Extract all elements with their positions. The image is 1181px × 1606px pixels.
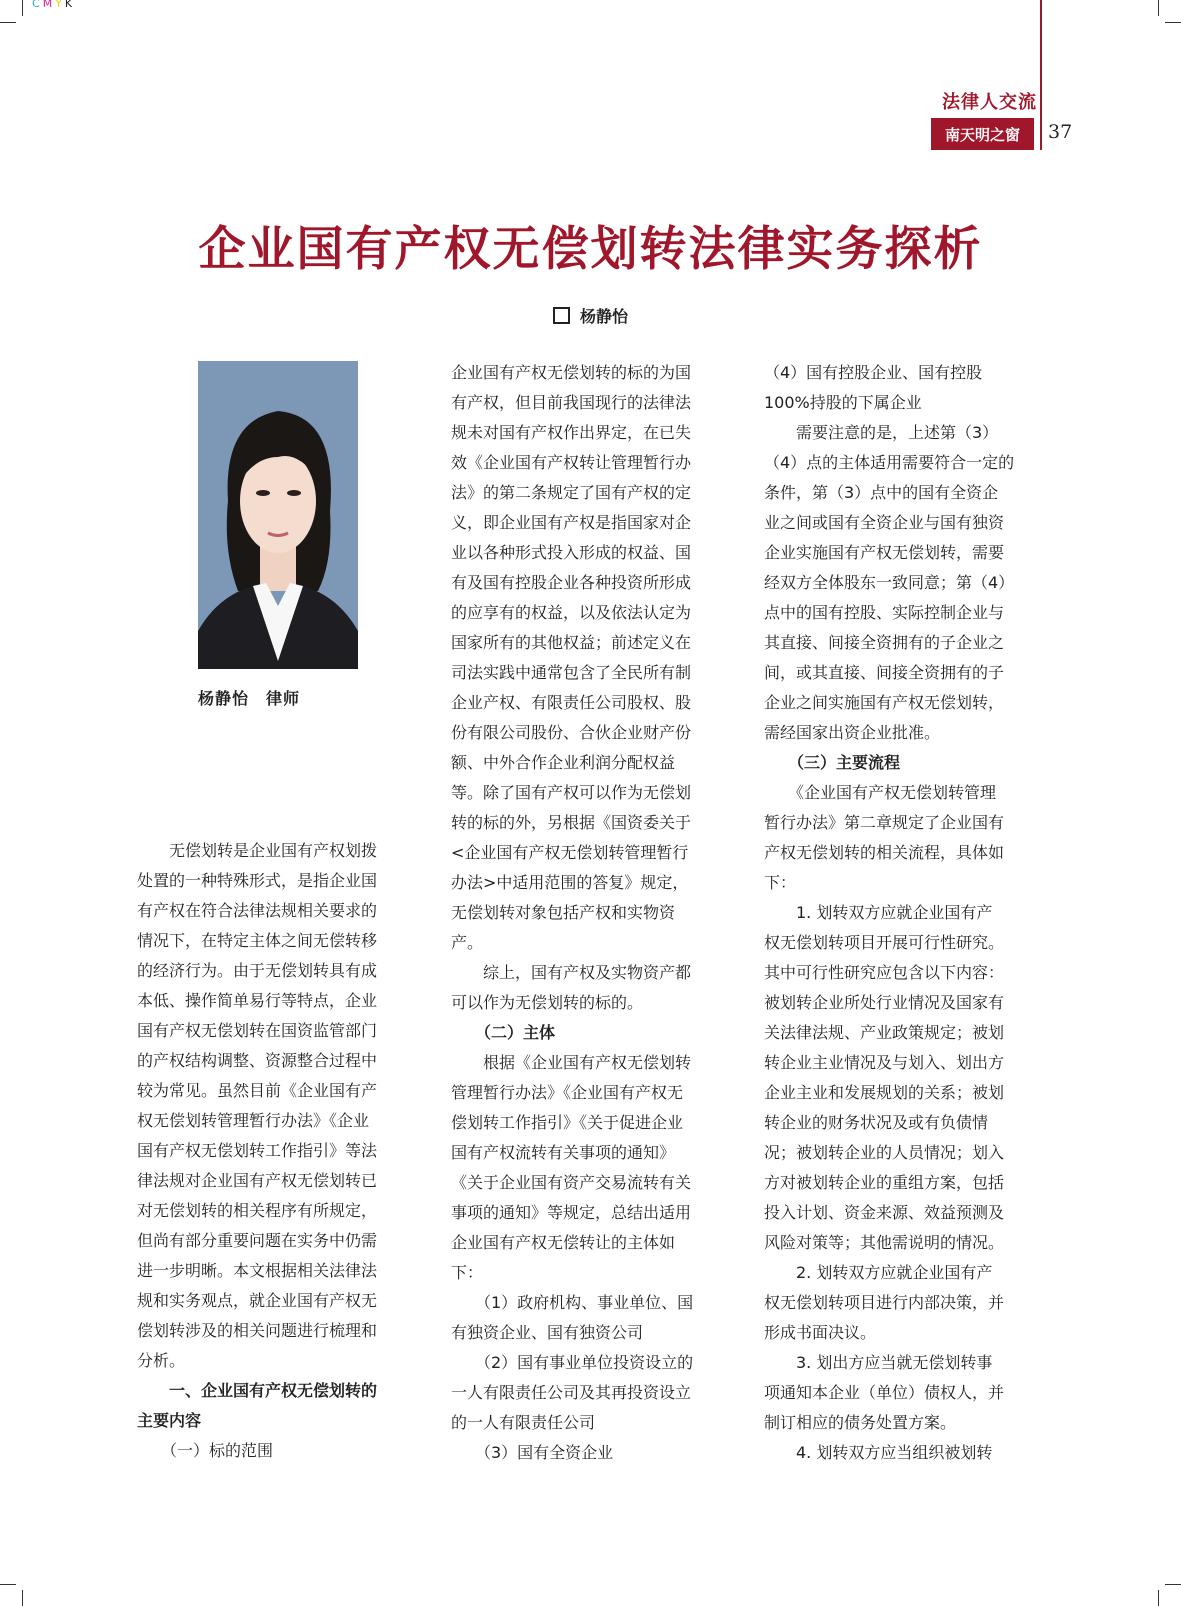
text-line: 国有产权无偿划转在国资监管部门 (137, 1021, 378, 1040)
portrait-illustration (198, 361, 358, 669)
text-line: 4. 划转双方应当组织被划转 (764, 1443, 993, 1462)
text-line: （4）点的主体适用需要符合一定的 (764, 453, 1015, 472)
text-line: 100%持股的下属企业 (764, 393, 922, 412)
text-line: 的一人有限责任公司 (451, 1413, 596, 1432)
text-line: 制订相应的债务处置方案。 (764, 1413, 957, 1432)
text-line: 偿划转工作指引》《关于促进企业 (451, 1113, 684, 1132)
text-line: 法》的第二条规定了国有产权的定 (451, 483, 692, 502)
text-line: 可以作为无偿划转的标的。 (451, 993, 644, 1012)
square-icon (553, 307, 570, 324)
author-photo (198, 361, 358, 669)
photo-caption: 杨静怡 律师 (198, 689, 301, 708)
text-line: 对无偿划转的相关程序有所规定， (137, 1201, 378, 1220)
text-line: 下： (451, 1263, 484, 1282)
text-line: （2）国有事业单位投资设立的 (451, 1353, 694, 1372)
text-line: 企业实施国有产权无偿划转，需要 (764, 543, 1005, 562)
text-line: 企业国有产权无偿转让的主体如 (451, 1233, 676, 1252)
text-line: 进一步明晰。本文根据相关法律法 (137, 1261, 378, 1280)
text-line: 规未对国有产权作出界定，在已失 (451, 423, 692, 442)
text-line: 综上，国有产权及实物资产都 (451, 963, 692, 982)
text-line: 本低、操作简单易行等特点，企业 (137, 991, 378, 1010)
crop-mark (22, 0, 23, 16)
text-line: 规和实务观点，就企业国有产权无 (137, 1291, 378, 1310)
text-line: 产。 (451, 933, 484, 952)
crop-mark (22, 1590, 23, 1606)
text-line: 效《企业国有产权转让管理暂行办 (451, 453, 692, 472)
text-line: （3）国有全资企业 (451, 1443, 614, 1462)
text-line: 产权无偿划转的相关流程，具体如 (764, 843, 1005, 862)
text-line: 其中可行性研究应包含以下内容： (764, 963, 1005, 982)
text-line: 权无偿划转项目开展可行性研究。 (764, 933, 1005, 952)
text-line: 律法规对企业国有产权无偿划转已 (137, 1171, 378, 1190)
text-line: 点中的国有控股、实际控制企业与 (764, 603, 1005, 622)
text-line: 一人有限责任公司及其再投资设立 (451, 1383, 692, 1402)
crop-mark (1158, 0, 1159, 16)
text-line: 况；被划转企业的人员情况；划入 (764, 1143, 1005, 1162)
text-line: 业之间或国有全资企业与国有独资 (764, 513, 1005, 532)
cmyk-m: M (42, 0, 56, 10)
text-line: 权无偿划转项目进行内部决策，并 (764, 1293, 1005, 1312)
text-line: 偿划转涉及的相关问题进行梳理和 (137, 1321, 378, 1340)
text-line: 无偿划转对象包括产权和实物资 (451, 903, 676, 922)
cmyk-k: K (64, 0, 76, 10)
crop-mark (1165, 22, 1181, 23)
crop-mark (0, 1584, 16, 1585)
crop-mark (0, 22, 16, 23)
text-line: 有产权在符合法律法规相关要求的 (137, 901, 378, 920)
text-line: 风险对策等；其他需说明的情况。 (764, 1233, 1005, 1252)
crop-mark (1158, 1590, 1159, 1606)
article-title: 企业国有产权无偿划转法律实务探析 (198, 222, 983, 277)
text-line: 间，或其直接、间接全资拥有的子 (764, 663, 1005, 682)
magazine-label: 南天明之窗 (931, 118, 1034, 150)
text-line: 业以各种形式投入形成的权益、国 (451, 543, 692, 562)
page-number: 37 (1048, 121, 1073, 143)
text-line: 其直接、间接全资拥有的子企业之 (764, 633, 1005, 652)
text-line: 企业国有产权无偿划转的标的为国 (451, 363, 692, 382)
cmyk-c: C (32, 0, 43, 10)
crop-mark (1165, 1584, 1181, 1585)
text-line: 企业产权、有限责任公司股权、股 (451, 693, 692, 712)
text-line: 有独资企业、国有独资公司 (451, 1323, 644, 1342)
text-line: （4）国有控股企业、国有控股 (764, 363, 983, 382)
text-line: 《企业国有产权无偿划转管理 (764, 783, 997, 802)
text-line: 经双方全体股东一致同意；第（4） (764, 573, 1015, 592)
text-line: 下： (764, 873, 797, 892)
author-name: 杨静怡 (579, 307, 628, 326)
text-line: 国有产权流转有关事项的通知》 (451, 1143, 676, 1162)
text-line: 项通知本企业（单位）债权人，并 (764, 1383, 1005, 1402)
text-line: 企业之间实施国有产权无偿划转， (764, 693, 1005, 712)
text-line: 有及国有控股企业各种投资所形成 (451, 573, 692, 592)
text-line: 国家所有的其他权益；前述定义在 (451, 633, 692, 652)
text-line: 的应享有的权益，以及依法认定为 (451, 603, 692, 622)
cmyk-y: Y (55, 0, 65, 10)
text-line: 情况下，在特定主体之间无偿转移 (137, 931, 378, 950)
author-line (0, 304, 1181, 327)
text-line: <企业国有产权无偿划转管理暂行 (451, 843, 689, 862)
text-line: 的经济行为。由于无偿划转具有成 (137, 961, 378, 980)
text-line: 需经国家出资企业批准。 (764, 723, 941, 742)
text-line: 无偿划转是企业国有产权划拨 (137, 841, 378, 860)
text-line: 额、中外合作企业利润分配权益 (451, 753, 676, 772)
text-line: 关法律法规、产业政策规定；被划 (764, 1023, 1005, 1042)
text-line: 3. 划出方应当就无偿划转事 (764, 1353, 993, 1372)
text-line: 义，即企业国有产权是指国家对企 (451, 513, 692, 532)
text-line: 企业主业和发展规划的关系；被划 (764, 1083, 1005, 1102)
text-line: 转企业的财务状况及或有负债情 (764, 1113, 989, 1132)
text-line: （三）主要流程 (764, 753, 901, 772)
text-line: 1. 划转双方应就企业国有产 (764, 903, 993, 922)
text-line: 《关于企业国有资产交易流转有关 (451, 1173, 692, 1192)
text-line: 有产权，但目前我国现行的法律法 (451, 393, 692, 412)
text-line: 司法实践中通常包含了全民所有制 (451, 663, 692, 682)
text-column-1 (137, 836, 413, 1466)
text-line: 方对被划转企业的重组方案，包括 (764, 1173, 1005, 1192)
text-column-3 (764, 358, 1040, 1468)
text-line: 主要内容 (137, 1411, 202, 1430)
cmyk-registration (32, 0, 75, 10)
text-line: 等。除了国有产权可以作为无偿划 (451, 783, 692, 802)
text-line: 需要注意的是，上述第（3） (764, 423, 999, 442)
text-line: 管理暂行办法》《企业国有产权无 (451, 1083, 684, 1102)
text-line: 较为常见。虽然目前《企业国有产 (137, 1081, 378, 1100)
text-line: 事项的通知》等规定，总结出适用 (451, 1203, 692, 1222)
text-line: 一、企业国有产权无偿划转的 (137, 1381, 378, 1400)
text-column-2 (451, 358, 727, 1468)
text-line: 转企业主业情况及与划入、划出方 (764, 1053, 1005, 1072)
text-line: 办法>中适用范围的答复》规定， (451, 873, 689, 892)
text-line: （二）主体 (451, 1023, 556, 1042)
text-line: 处置的一种特殊形式，是指企业国 (137, 871, 378, 890)
text-line: 分析。 (137, 1351, 186, 1370)
text-line: 份有限公司股份、合伙企业财产份 (451, 723, 692, 742)
text-line: 权无偿划转管理暂行办法》《企业 (137, 1111, 370, 1130)
text-line: 形成书面决议。 (764, 1323, 877, 1342)
text-line: 投入计划、资金来源、效益预测及 (764, 1203, 1005, 1222)
header-divider (1040, 0, 1042, 150)
text-line: （1）政府机构、事业单位、国 (451, 1293, 694, 1312)
text-line: 转的标的外，另根据《国资委关于 (451, 813, 692, 832)
text-line: 被划转企业所处行业情况及国家有 (764, 993, 1005, 1012)
section-title: 法律人交流 (942, 92, 1037, 113)
text-line: （一）标的范围 (137, 1441, 274, 1460)
text-line: 暂行办法》第二章规定了企业国有 (764, 813, 1005, 832)
text-line: 2. 划转双方应就企业国有产 (764, 1263, 993, 1282)
text-line: 但尚有部分重要问题在实务中仍需 (137, 1231, 378, 1250)
text-line: 条件，第（3）点中的国有全资企 (764, 483, 999, 502)
text-line: 根据《企业国有产权无偿划转 (451, 1053, 692, 1072)
text-line: 的产权结构调整、资源整合过程中 (137, 1051, 378, 1070)
text-line: 国有产权无偿划转工作指引》等法 (137, 1141, 378, 1160)
